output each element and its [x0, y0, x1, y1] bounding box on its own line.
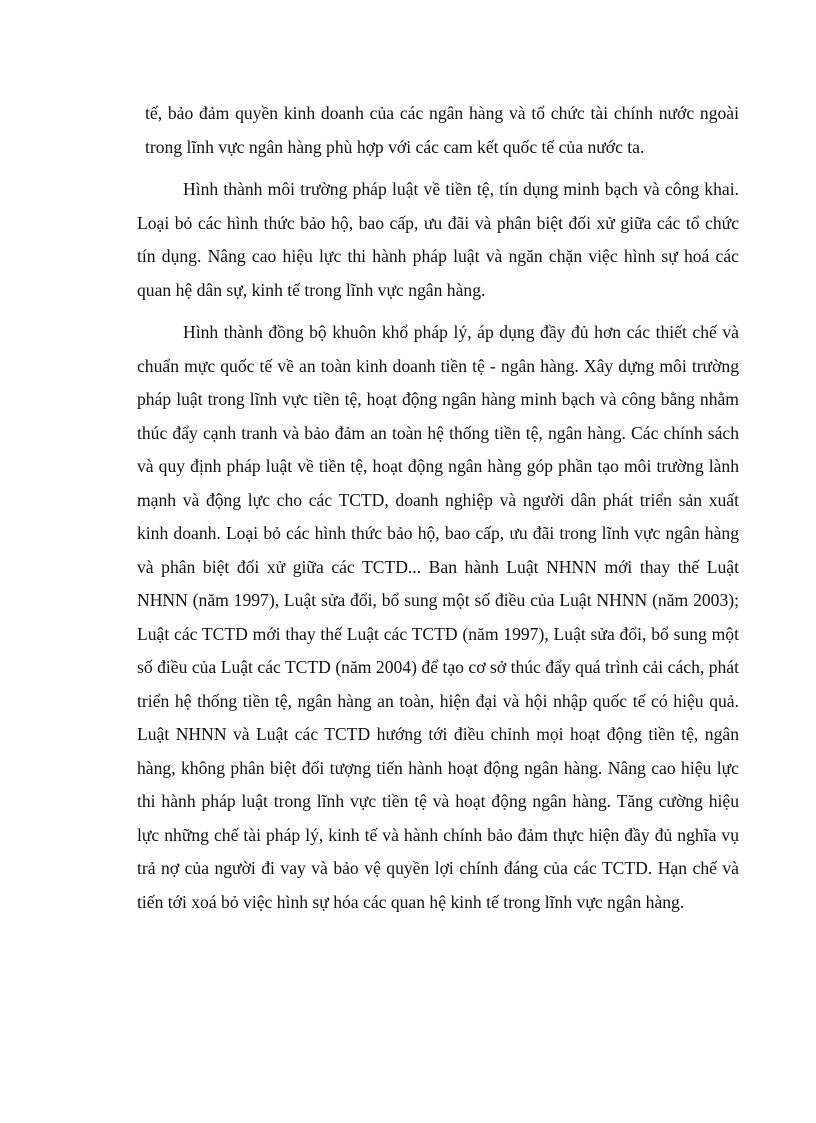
paragraph-1: tế, bảo đảm quyền kinh doanh của các ngân hàng và tổ chức tài chính nước ngoài trong lĩnh vực ngân hàng phù hợp với các cam kết quốc tế của nước ta. — [145, 103, 739, 157]
paragraph-3: Hình thành đồng bộ khuôn khổ pháp lý, áp dụng đầy đủ hơn các thiết chế và chuẩn mực quốc tế về an toàn kinh doanh tiền tệ - ngân hàng. Xây dựng môi trường pháp luật trong lĩnh vực tiền tệ, hoạt động ngân hàng minh bạch và công bằng nhằm thúc đẩy cạnh tranh và bảo đảm an toàn hệ thống tiền tệ, ngân hàng. Các chính sách và quy định pháp luật về tiền tệ, hoạt động ngân hàng góp phần tạo môi trường lành mạnh và động lực cho các TCTD, doanh nghiệp và người dân phát triển sản xuất kinh doanh. Loại bỏ các hình thức bảo hộ, bao cấp, ưu đãi trong lĩnh vực ngân hàng và phân biệt đối xử giữa các TCTD... Ban hành Luật NHNN mới thay thế Luật NHNN (năm 1997), Luật sửa đổi, bổ sung một số điều của Luật NHNN (năm 2003); Luật các TCTD mới thay thế Luật các TCTD (năm 1997), Luật sửa đổi, bổ sung một số điều của Luật các TCTD (năm 2004) để tạo cơ sở thúc đẩy quá trình cải cách, phát triển hệ thống tiền tệ, ngân hàng an toàn, hiện đại và hội nhập quốc tế có hiệu quả. Luật NHNN và Luật các TCTD hướng tới điều chỉnh mọi hoạt động tiền tệ, ngân hàng, không phân biệt đối tượng tiến hành hoạt động ngân hàng. Nâng cao hiệu lực thi hành pháp luật trong lĩnh vực tiền tệ và hoạt động ngân hàng. Tăng cường hiệu lực những chế tài pháp lý, kinh tế và hành chính bảo đảm thực hiện đầy đủ nghĩa vụ trả nợ của người đi vay và bảo vệ quyền lợi chính đáng của các TCTD. Hạn chế và tiến tới xoá bỏ việc hình sự hóa các quan hệ kinh tế trong lĩnh vực ngân hàng. — [137, 322, 739, 912]
paragraph-2: Hình thành môi trường pháp luật về tiền tệ, tín dụng minh bạch và công khai. Loại bỏ các hình thức bảo hộ, bao cấp, ưu đãi và phân biệt đối xử giữa các tổ chức tín dụng. Nâng cao hiệu lực thi hành pháp luật và ngăn chặn việc hình sự hoá các quan hệ dân sự, kinh tế trong lĩnh vực ngân hàng. — [137, 179, 739, 300]
document-body — [137, 97, 739, 928]
